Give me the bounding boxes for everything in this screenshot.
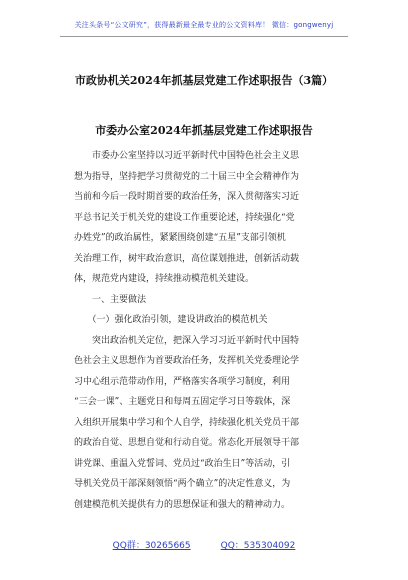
body-line: 当前和今后一段时期首要的政治任务，深入贯彻落实习近: [74, 192, 300, 202]
body-line: 入组织开展集中学习和个人自学，持续强化机关党员干部: [74, 417, 300, 428]
body-line: 的政治自觉、思想自觉和行动自觉。常态化开展领导干部: [74, 438, 300, 448]
footer-contact: [0, 538, 408, 551]
qq-group-number: QQ群：30265665: [112, 541, 191, 551]
qq-number: QQ：535304092: [220, 541, 296, 551]
heading-level-1: 一、主要做法: [74, 294, 147, 305]
body-line: 突出政治机关定位，把深入学习习近平新时代中国特: [74, 335, 300, 346]
heading-level-2: （一）强化政治引领，建设讲政治的模范机关: [74, 315, 268, 325]
document-body: [74, 146, 336, 515]
body-line: 色社会主义思想作为首要政治任务，发挥机关党委理论学: [74, 356, 300, 366]
section-title: 市委办公室2024年抓基层党建工作述职报告: [95, 124, 313, 137]
body-line: “三会一课”、主题党日和每周五固定学习日等载体，深: [74, 397, 291, 407]
body-line: 创建模范机关提供有力的思想保证和强大的精神动力。: [74, 499, 291, 510]
header-promo-note: 关注头条号“公文研究”，获得最新最全最专业的公文资料库！ 微信：gongwenyj: [74, 21, 334, 29]
body-line: 市委办公室坚持以习近平新时代中国特色社会主义思: [74, 151, 300, 161]
body-line: 关治理工作，树牢政治意识，高位谋划推进，创新活动载: [74, 253, 300, 264]
body-line: 办姓党”的政治属性，紧紧围绕创建“五星”支部引领机: [74, 233, 286, 243]
body-line: 平总书记关于机关党的建设工作重要论述，持续强化“党: [74, 212, 295, 223]
body-line: 想为指导，坚持把学习贯彻党的二十届三中全会精神作为: [74, 171, 300, 182]
body-line: 体，规范党内建设，持续推动模范机关建设。: [74, 274, 255, 284]
document-title: 市政协机关2024年抓基层党建工作述职报告（3篇）: [74, 74, 334, 87]
body-line: 讲党课、重温入党誓词、党员过“政治生日”等活动，引: [74, 458, 291, 469]
body-line: 习中心组示范带动作用，严格落实各项学习制度，利用: [74, 376, 291, 387]
body-line: 导机关党员干部深刻领悟“两个确立”的决定性意义，为: [74, 479, 291, 489]
header-divider: [60, 36, 348, 37]
